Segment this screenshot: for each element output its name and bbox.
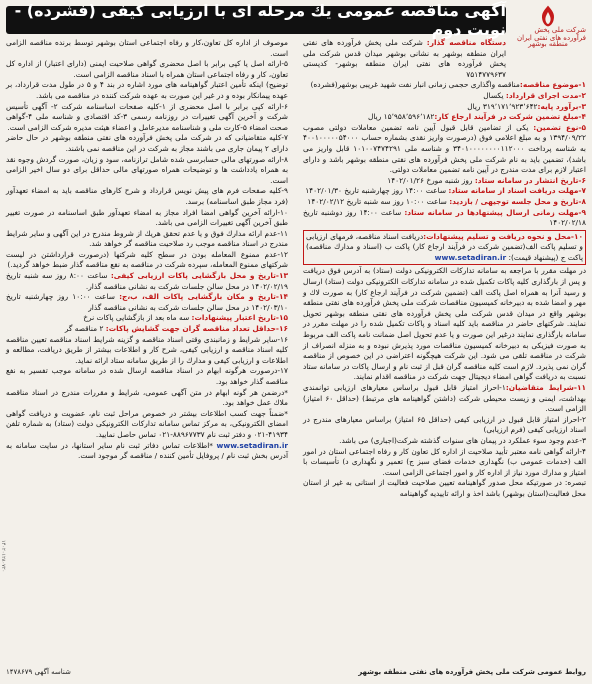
item-subject: ۱-موضوع مناقصه:مناقصه واگذاری حجمی زمانی انبار نفت شهید غریبی بوشهر(فشرده) (310, 80, 586, 90)
item-submission-box: ۱۰-محل و نحوه دریافت و تسلیم پیشنهادات:دریافت اسناد مناقصه، فرمهای ارزیابی و تسلیم پاكت الف(تضمین شركت در فرآیند ارجاع كار) پاكت ب (اسناد و مدارك مناقصه) پاكت ج (پیشنهاد قیمت): www.setadiran.ir (303, 230, 586, 266)
requirement-4: ۴-ارائه گواهی نامه معتبر تأیید صلاحیت از اداره كل تعاون كار و رفاه اجتماعی استان در امور الف (خدمات عمومی ب) نگهداری خدمات فضای سبز ج) تعمیر و نگهداری د) تأسیسات با امتیاز و مدارك مورد نیاز از اداره كار و امور اجتماعی الزامی است. (303, 446, 586, 477)
requirement-2: ۲-احراز امتیاز قابل قبول در ارزیابی كیفی (حداقل ۶۵ امتیاز) براساس معیارهای مندرج در اسناد ارزیابی كیفی (فرم ارزیابی) (303, 414, 586, 435)
logo-caption: شركت ملی پخش فرآورده های نفتی ایران (517, 26, 586, 42)
item-briefing: ۸-تاریخ و محل جلسه توجیهی / بازدید: ساعت ۱۰:۰۰ روز سه شنبه تاریخ ۱۴۰۲/۰۲/۱۲ (307, 196, 586, 206)
offer-validity: ۱۵-تاریخ اعتبار پیشنهادات: سه ماه بعد از بازگشایی پاكات نرخ (83, 313, 288, 323)
item-duration: ۲-مدت اجرای قرارداد: یكسال (483, 90, 586, 100)
notice-title: آگهی مناقصه عمومی یك مرحله ای با ارزیابی كیفی (فشرده) - نوبت دوم (6, 6, 506, 34)
footer (6, 664, 586, 680)
item-submit-deadline: ۹-مهلت زمانی ارسال پیشنهادها در سامانه ستاد: ساعت ۱۴:۰۰ روز دوشنبه تاریخ ۱۴۰۲/۰۲/۱۸ (303, 207, 586, 228)
item-doc-deadline: ۷-مهلت دریافت اسناد از سامانه ستاد: ساعت ۱۴:۰۰ روز چهارشنبه تاریخ ۱۴۰۲/۰۱/۳۰ (305, 186, 586, 196)
item-estimate: ۳-برآورد پایه:۳۱۹٬۱۷۱٬۹۲۳٬۶۴۲ ریال (467, 101, 586, 111)
item-publish-date: ۶-تاریخ انتشار در سامانه ستاد: روز شنبه مورخ ۱۴۰۲/۰۱/۲۶ (387, 175, 586, 185)
left-para-1: موصوف از اداره كل تعاون،كار و رفاه اجتماعی استان بوشهر توسط برنده مناقصه الزامی است. (6, 38, 288, 58)
left-para-6: ۸-ارائه صورتهای مالی حسابرسی شده شامل ترازنامه، سود و زیان، صورت گردش وجوه نقد به همراه یادداشت ها و توضیحات همراه صورتهای مالی حداقل برای دو سال اخیر الزامی است. (6, 154, 288, 185)
left-para-10: ۱۲-عدم ممنوع المعامله بودن در سطح كلیه شركتها (درصورت قرارداشتن در لیست شركتهای ممنوع المعامله، سپرده شركت در مناقصه به نفع مناقصه گذار ضبط خواهد گردید.) (6, 249, 288, 270)
left-para-18: *ضمناً جهت كسب اطلاعات بیشتر در خصوص مراحل ثبت نام، عضویت و دریافت گواهی امضای الكترونیكی، به مركز تماس سامانه تداركات الكترونیكی دولت (ستاد) به شماره تلفن ۴۱۹۳۴-۰۲۱ و دفتر ثبت نام ۸۸۹۶۷۷۳۷-۰۲۱ تماس حاصل نمایید. (6, 408, 288, 439)
logo-subcaption: منطقه بوشهر (528, 40, 568, 48)
flame-logo-icon (531, 4, 565, 28)
left-para-17: *درضمن هر گونه ابهام در متن آگهی عمومی، شرایط و مقررات مندرج در اسناد مناقصه ملاك عمل خواهد بود. (6, 387, 288, 408)
left-para-16: ۱۷-درصورت هرگونه ابهام در اسناد مناقصه ارسال شده در سامانه موجب تفسیر به نفع مناقصه گذار خواهد بود. (6, 366, 288, 386)
left-column (6, 38, 288, 660)
quality-opening: ۱۳-تاریخ و محل بازگشایی پاكات ارزیابی كیفی: ساعت ۸:۰۰ روز سه شنبه تاریخ ۱۴۰۲/۰۲/۱۹ در محل سالن جلسات شركت به نشانی مناقصه گذار. (6, 271, 288, 291)
left-para-7: ۹-كلیه صفحات فرم های پیش نویس قرارداد و شرح كارهای مناقصه باید به امضاء تعهدآور (فرد مجاز طبق اساسنامه) برسد. (6, 186, 288, 206)
left-para-5: ۷-كلیه متقاضیانی كه در شركت ملی پخش فرآورده های نفتی منطقه بوشهر در حال حاضر دارای ۲ پیمان جاری می باشند مجاز به شركت در این مناقصه نمی باشند. (6, 133, 288, 153)
setad-link-2[interactable]: www.setadiran.ir (216, 440, 288, 450)
left-para-4: ۶-ارائه كپی برابر با اصل محضری از ۱-كلیه صفحات اساسنامه شركت ۲- آگهی تأسیس شركت و آخرین آگهی تغییرات در روزنامه رسمی ۳-كد اقتصادی و شناسه ملی ۴-گواهی صحت امضاء ۵-كارت ملی و شناسنامه مدیرعامل و اعضاء هیئت مدیره شركت الزامی است. (6, 101, 288, 132)
left-para-3: توضیح) اینكه تأمین اعتبار گواهینامه های مورد اشاره در بند ۴ و ۵ در طول مدت قرارداد، بر عهده پیمانكار بوده و در غیر این صورت به عهده شركت كننده در مناقصه می باشد. (6, 80, 288, 100)
left-para-15: ۱۶-سایر شرایط و زمانبندی وقتی اسناد مناقصه و گزینه شرایط اسناد مناقصه تعیین مناقصه كلیه اسناد مناقصه و ارزیابی كیفی، شرح كار و اطلاعات بیشتر از طریق دریافت، مطالعه و اطلاعات و ارزیابی كیفی و مدارك را از طریق سامانه ستاد ارائه نماید. (6, 334, 288, 365)
item-requirements: ۱۱-شرایط متقاضیان:۱-احراز امتیاز قابل قبول براساس معیارهای ارزیابی توانمندی بهداشت، ایمنی و زیست محیطی شركت (داشتن گواهینامه های مرتبط) (حداقل ۶۰ امتیاز) الزامی است. (303, 383, 586, 414)
footer-org: روابط عمومی شركت ملی پخش فرآورده های نفتی منطقه بوشهر (358, 668, 586, 676)
left-para-8: ۱۰-ارائه آخرین گواهی امضا افراد مجاز به امضاء تعهدآور طبق اساسنامه در صورت تغییر طبق آخرین آگهی تغییرات الزامی می باشد. (6, 207, 288, 228)
right-column (303, 38, 586, 660)
left-para-9: ۱۱-عدم ارائه مدارك فوق و یا عدم تحقق هریك از شروط مندرج در این آگهی و سایر شرایط مندرج در اسناد مناقصه موجب رد صلاحیت مناقصه گر خواهد شد. (6, 228, 288, 249)
min-bidders: ۱۶-حداقل تعداد مناقصه گران جهت گشایش پاكات: ۲ مناقصه گر (64, 324, 288, 334)
item-guarantee-amount: ۴-مبلغ تضمین شركت در فرآیند ارجاع كار:۱۵٬۹۵۸٬۵۹۶٬۱۸۲ ریال (368, 112, 586, 122)
item-submission-text: در مهلت مقرر با مراجعه به سامانه تداركات الكترونیكی دولت (ستاد) به آدرس فوق دریافت و پس از بارگذاری كلیه پاكات تكمیل شده در سامانه تداركات الكترونیكی دولت (ستاد) ارسال و رسید آنرا به همراه اصل پاكت الف (تضمین شركت در فرآیند ارجاع كار) به صورت لاك و مهر و امضا شده به دبیرخانه كمیسیون مناقصات شركت ملی پخش فرآورده های نفتی منطقه بوشهر واقع در میدان قدس شركت ملی پخش فرآورده های نفتی منطقه بوشهر تحویل نمایند. شركتهای حاضر در مناقصه باید كلیه اسناد و پاكات تكمیل شده را در مهلت مقرر در سامانه بارگذاری نمایند درغیر این صورت و یا عدم تحویل اصل ضمانت نامه پاكت الف مربوط به صورت فیزیكی به دبیرخانه كمیسیون مناقصات مورد پذیرش نبوده و به منزله انصراف از شركت در مناقصه تلقی می شود. این شركت هیچگونه اعتراضی در این خصوص از مناقصه گران نمی پذیرد. لازم است كلیه مناقصه گران قبل از ثبت نام و ارسال پاكات در سامانه ستاد نسبت به دریافت گواهی امضاء دیجیتال جهت شركت در مناقصه اقدام نمایند. (303, 266, 586, 382)
intro-paragraph: دستگاه مناقصه گذار: شركت ملی پخش فرآورده های نفتی ایران منطقه بوشهر به نشانی بوشهر میدان قدس شركت ملی پخش فرآورده های نفتی ایران منطقه بوشهر- كدپستی ۷۵۱۴۷۷۹۶۳۷ (303, 38, 506, 79)
side-mark: ۱۴۰۲۰۱۲۸۰۷۲۰ (0, 540, 6, 573)
footer-notice-id: شناسه آگهی ۱۴۷۸۶۷۹ (6, 668, 71, 676)
left-para-2: ۵-ارائه اصل یا كپی برابر با اصل محضری گواهی صلاحیت ایمنی (دارای اعتبار) از اداره كل تعاون، كار و رفاه اجتماعی استان همراه با اسناد مناقصه الزامی است. (6, 59, 288, 79)
setad-link[interactable]: www.setadiran.ir (434, 252, 507, 262)
requirement-note: تبصره: در صورتیكه محل صدور گواهینامه تعیین صلاحیت فعالیت از استانی به غیر از استان محل فعالیت(استان بوشهر) باشد اخذ و ارائه تاییدیه گواهینامه (303, 478, 586, 498)
item-guarantee-type: ۵-نوع تضمین: یكی از تضامین قابل قبول آیین نامه تضمین معاملات دولتی مصوب ۱۳۹۴/۰۹/۲۲ و به مبلغ اعلامی فوق (درصورت واریز نقدی بشماره حساب ۴۰۰۱۰۰۰۰۰۵۴۰۰۰ به شناسه پرداخت ۳۴۰۱۰۰۰۰۰۰۰۰۱۱۲۰۰۰ و شناسه ملی ۱۰۱۰۰۷۴۷۴۲۹۱ قابل واریز می باشد)، تضمین باید به نام شركت ملی پخش فرآورده های نفتی منطقه بوشهر باشد و دارای اعتبار لازم برای مدت مندرج در آیین نامه تضمین معاملات دولتی. (303, 122, 586, 175)
requirement-3: ۳-عدم وجود سوء عملكرد در پیمان های سنوات گذشته شركت(اجباری) می باشد. (339, 435, 586, 445)
envelopes-opening: ۱۴-تاریخ و مكان بازگشایی پاكات الف، ب،ج: ساعت ۱۰:۰۰ روز چهارشنبه تاریخ ۱۴۰۲/۰۳/۱۰ در محل سالن جلسات شركت به نشانی مناقصه گذار (6, 292, 289, 312)
left-para-19: www.setadiran.ir *اطلاعات تماس دفاتر ثبت نام سایر استانها، در سایت سامانه به آدرس بخش ثبت نام / پروفایل تأمین كننده / مناقصه گر موجود است. (6, 440, 288, 461)
